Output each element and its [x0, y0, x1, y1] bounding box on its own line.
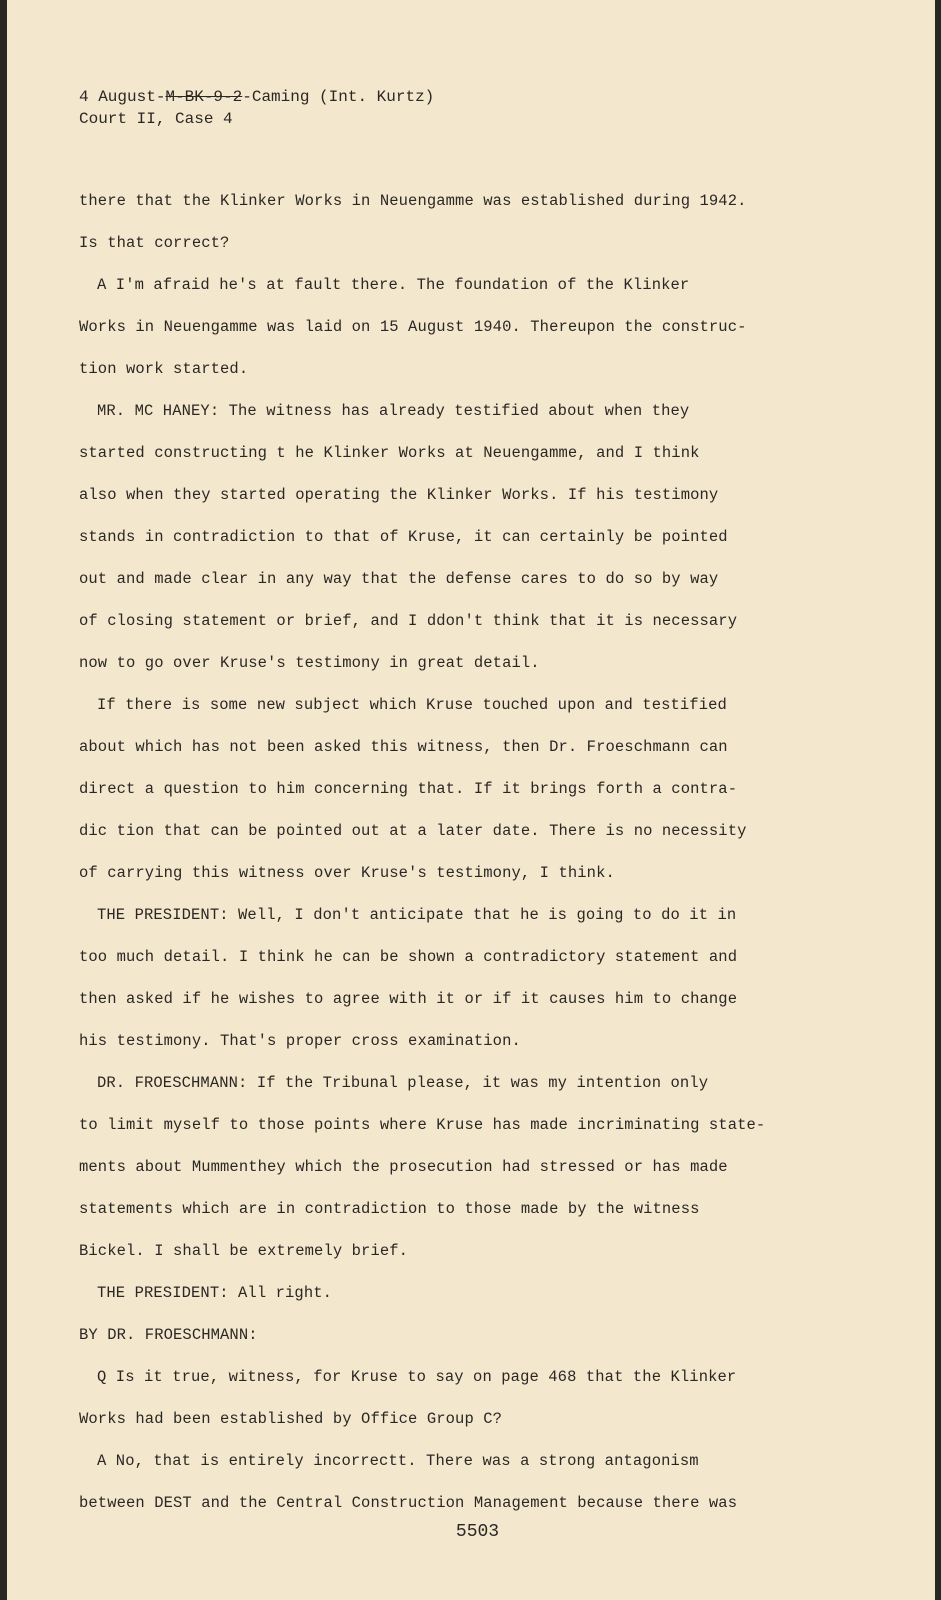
transcript-line: Works had been established by Office Group C? — [79, 1410, 503, 1428]
transcript-line: of carrying this witness over Kruse's testimony, I think. — [79, 864, 615, 882]
transcript-line: statements which are in contradiction to those made by the witness — [79, 1200, 700, 1218]
transcript-line: between DEST and the Central Construction Management because there was — [79, 1494, 738, 1512]
transcript-line: BY DR. FROESCHMANN: — [79, 1326, 258, 1344]
transcript-line: his testimony. That's proper cross examination. — [79, 1032, 521, 1050]
transcript-line: out and made clear in any way that the defense cares to do so by way — [79, 570, 719, 588]
transcript-line: also when they started operating the Klinker Works. If his testimony — [79, 486, 719, 504]
transcript-line: now to go over Kruse's testimony in great detail. — [79, 654, 540, 672]
transcript-line: started constructing t he Klinker Works at Neuengamme, and I think — [79, 444, 700, 462]
header-date: 4 August- — [79, 88, 166, 106]
transcript-line: about which has not been asked this witness, then Dr. Froeschmann can — [79, 738, 728, 756]
transcript-line: dic tion that can be pointed out at a later date. There is no necessity — [79, 822, 747, 840]
document-header — [79, 86, 434, 130]
transcript-line: to limit myself to those points where Kruse has made incriminating state- — [79, 1116, 766, 1134]
header-line-2: Court II, Case 4 — [79, 110, 233, 128]
transcript-line: of closing statement or brief, and I ddon't think that it is necessary — [79, 612, 738, 630]
transcript-line: DR. FROESCHMANN: If the Tribunal please, it was my intention only — [97, 1074, 709, 1092]
transcript-line: Is that correct? — [79, 234, 230, 252]
transcript-line: too much detail. I think he can be shown a contradictory statement and — [79, 948, 738, 966]
transcript-line: there that the Klinker Works in Neuengamme was established during 1942. — [79, 192, 747, 210]
transcript-line: stands in contradiction to that of Kruse, it can certainly be pointed — [79, 528, 728, 546]
transcript-line: If there is some new subject which Kruse touched upon and testified — [97, 696, 727, 714]
transcript-line: Bickel. I shall be extremely brief. — [79, 1242, 409, 1260]
transcript-line: A I'm afraid he's at fault there. The foundation of the Klinker — [97, 276, 690, 294]
transcript-line: A No, that is entirely incorrectt. There was a strong antagonism — [97, 1452, 699, 1470]
header-struck-code: M-BK-9-2 — [165, 88, 243, 106]
transcript-line: THE PRESIDENT: Well, I don't anticipate that he is going to do it in — [97, 906, 737, 924]
header-line-1 — [79, 86, 434, 108]
transcript-line: MR. MC HANEY: The witness has already testified about when they — [97, 402, 690, 420]
transcript-line: direct a question to him concerning that. If it brings forth a contra- — [79, 780, 738, 798]
header-session: -Caming (Int. Kurtz) — [242, 88, 435, 106]
transcript-line: tion work started. — [79, 360, 249, 378]
transcript-line: then asked if he wishes to agree with it or if it causes him to change — [79, 990, 738, 1008]
transcript-line: THE PRESIDENT: All right. — [97, 1284, 333, 1302]
transcript-line: Q Is it true, witness, for Kruse to say on page 468 that the Klinker — [97, 1368, 737, 1386]
page-number: 5503 — [455, 1522, 500, 1542]
transcript-body — [79, 186, 829, 1530]
transcript-line: Works in Neuengamme was laid on 15 August 1940. Thereupon the construc- — [79, 318, 747, 336]
transcript-line: ments about Mummenthey which the prosecution had stressed or has made — [79, 1158, 728, 1176]
